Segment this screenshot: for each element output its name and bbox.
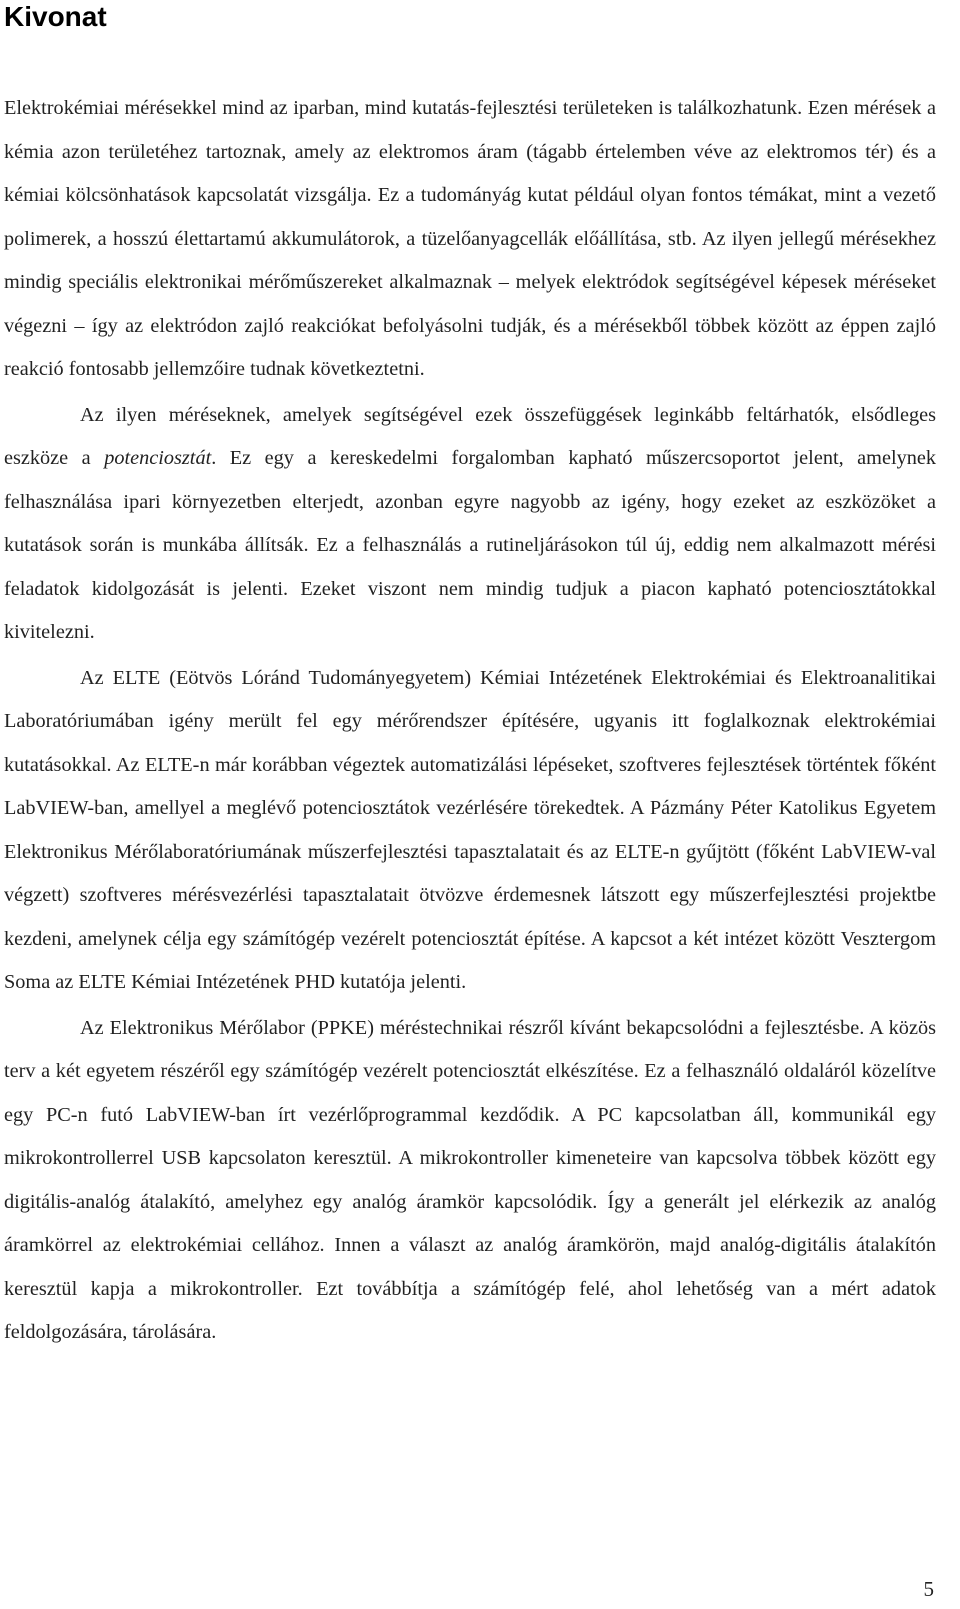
paragraph-elte: Az ELTE (Eötvös Lóránd Tudományegyetem) Kémiai Intézetének Elektrokémiai és Elektroanalitikai Laboratóriumában igény merült fel egy mérőrendszer építésére, ugyanis itt foglalkoznak elektrokémiai kutatásokkal. Az ELTE-n már korábban végeztek automatizálási lépéseket, szoftveres fejlesztések történtek főként LabVIEW-ban, amellyel a meglévő potenciosztátok vezérlésére törekedtek. A Pázmány Péter Katolikus Egyetem Elektronikus Mérőlaboratóriumának műszerfejlesztési tapasztalatait és az ELTE-n gyűjtött (főként LabVIEW-val végzett) szoftveres mérésvezérlési tapasztalatait ötvözve érdemesnek látszott egy műszerfejlesztési projektbe kezdeni, amelynek célja egy számítógép vezérelt potenciosztát építése. A kapcsot a két intézet között Vesztergom Soma az ELTE Kémiai Intézetének PHD kutatója jelenti. bbox=[4, 666, 936, 993]
abstract-body bbox=[4, 87, 936, 1355]
potentiostat-term: potenciosztát bbox=[104, 447, 212, 469]
paragraph-potentiostat bbox=[4, 394, 936, 655]
paragraph-intro: Elektrokémiai mérésekkel mind az iparban, mind kutatás-fejlesztési területeken is találkozhatunk. Ezen mérések a kémia azon területéhez tartoznak, amely az elektromos áram (tágabb értelemben véve az elektromos tér) és a kémiai kölcsönhatások kapcsolatát vizsgálja. Ez a tudományág kutat például olyan fontos témákat, mint a vezető polimerek, a hosszú élettartamú akkumulátorok, a tüzelőanyagcellák előállítása, stb. Az ilyen jellegű mérésekhez mindig speciális elektronikai mérőműszereket alkalmaznak – melyek elektródok segítségével képesek méréseket végezni – így az elektródon zajló reakciókat befolyásolni tudják, és a mérésekből többek között az éppen zajló reakció fontosabb jellemzőire tudnak következtetni. bbox=[4, 97, 936, 380]
paragraph-potentiostat-end: . Ez egy a kereskedelmi forgalomban kapható műszercsoportot jelent, amelynek felhasználása ipari környezetben elterjedt, azonban egyre nagyobb az igény, hogy ezeket az eszközöket a kutatások során is munkába állítsák. Ez a felhasználás a rutineljárásokon túl új, eddig nem alkalmazott mérési feladatok kidolgozását is jelenti. Ezeket viszont nem mindig tudjuk a piacon kapható potenciosztátokkal kivitelezni. bbox=[4, 447, 937, 643]
page-heading: Kivonat bbox=[4, 1, 107, 32]
paragraph-ppke: Az Elektronikus Mérőlabor (PPKE) méréstechnikai részről kívánt bekapcsolódni a fejlesztésbe. A közös terv a két egyetem részéről egy számítógép vezérelt potenciosztát elkészítése. Ez a felhasználó oldaláról közelítve egy PC-n futó LabVIEW-ban írt vezérlőprogrammal kezdődik. A PC kapcsolatban áll, kommunikál egy mikrokontrollerrel USB kapcsolaton keresztül. A mikrokontroller kimeneteire van kapcsolva többek között egy digitális-analóg átalakító, amelyhez egy analóg áramkör kapcsolódik. Így a generált jel elérkezik az analóg áramkörrel az elektrokémiai cellához. Innen a választ az analóg áramkörön, majd analóg-digitális átalakítón keresztül kapja a mikrokontroller. Ezt továbbítja a számítógép felé, ahol lehetőség van a mért adatok feldolgozására, tárolására. bbox=[4, 1016, 936, 1343]
page-number: 5 bbox=[923, 1577, 934, 1601]
paragraph-potentiostat-start: Az ilyen méréseknek, amelyek segítségével ezek összefüggések leginkább feltárhatók, elsődleges eszköze a bbox=[4, 403, 936, 469]
